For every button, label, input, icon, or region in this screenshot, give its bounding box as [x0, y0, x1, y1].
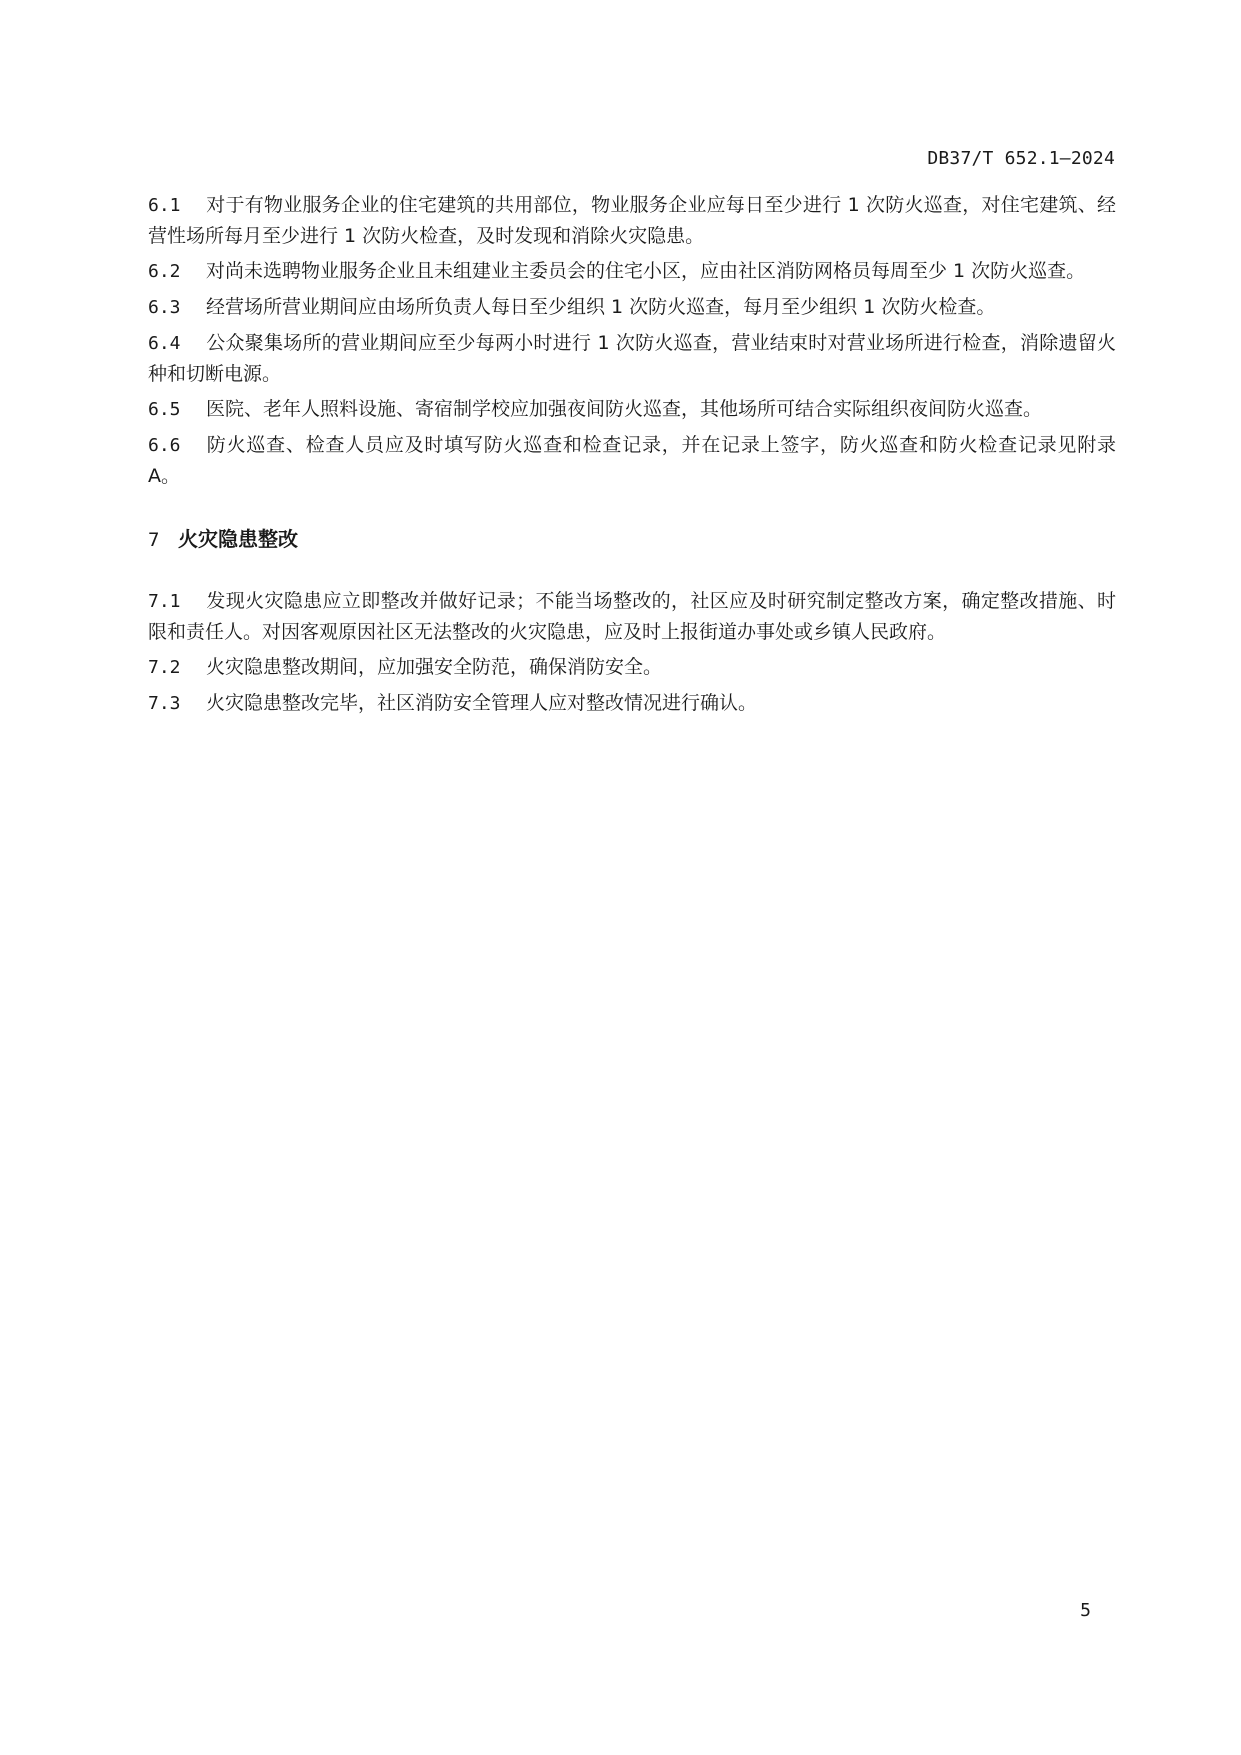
clause-text: 发现火灾隐患应立即整改并做好记录；不能当场整改的，社区应及时研究制定整改方案，确定整改措施、时限和责任人。对因客观原因社区无法整改的火灾隐患，应及时上报街道办事处或乡镇人民政府。 — [148, 590, 1116, 643]
clause-6-2 — [148, 256, 1116, 287]
clause-number: 6.3 — [148, 297, 181, 318]
clause-number: 7.2 — [148, 657, 181, 678]
clause-number: 7.3 — [148, 693, 181, 714]
clause-number: 6.2 — [148, 261, 181, 282]
page-number: 5 — [1080, 1600, 1091, 1621]
standard-code: DB37/T 652.1—2024 — [927, 148, 1115, 169]
clause-number: 6.1 — [148, 195, 181, 216]
clause-7-3 — [148, 688, 1116, 719]
clause-text: 对尚未选聘物业服务企业且未组建业主委员会的住宅小区，应由社区消防网格员每周至少 1 次防火巡查。 — [206, 260, 1086, 282]
clause-text: 经营场所营业期间应由场所负责人每日至少组织 1 次防火巡查，每月至少组织 1 次防火检查。 — [206, 296, 996, 318]
clause-6-4 — [148, 328, 1116, 389]
section-title: 火灾隐患整改 — [178, 527, 298, 551]
clause-number: 6.5 — [148, 399, 181, 420]
clause-number: 6.4 — [148, 333, 181, 354]
clause-6-3 — [148, 292, 1116, 323]
clause-text: 对于有物业服务企业的住宅建筑的共用部位，物业服务企业应每日至少进行 1 次防火巡查，对住宅建筑、经营性场所每月至少进行 1 次防火检查，及时发现和消除火灾隐患。 — [148, 194, 1116, 247]
clause-7-2 — [148, 652, 1116, 683]
clause-7-1 — [148, 586, 1116, 647]
clause-6-5 — [148, 394, 1116, 425]
clause-text: 火灾隐患整改期间，应加强安全防范，确保消防安全。 — [206, 656, 663, 678]
clause-number: 6.6 — [148, 435, 181, 456]
clause-text: 火灾隐患整改完毕，社区消防安全管理人应对整改情况进行确认。 — [206, 692, 758, 714]
section-heading-7 — [148, 524, 1116, 555]
clause-number: 7.1 — [148, 591, 181, 612]
document-body — [148, 190, 1116, 724]
clause-6-1 — [148, 190, 1116, 251]
clause-6-6 — [148, 430, 1116, 491]
section-number: 7 — [148, 529, 160, 551]
clause-text: 医院、老年人照料设施、寄宿制学校应加强夜间防火巡查，其他场所可结合实际组织夜间防火巡查。 — [206, 398, 1043, 420]
clause-text: 防火巡查、检查人员应及时填写防火巡查和检查记录，并在记录上签字，防火巡查和防火检查记录见附录 A。 — [148, 434, 1116, 487]
clause-text: 公众聚集场所的营业期间应至少每两小时进行 1 次防火巡查，营业结束时对营业场所进行检查，消除遗留火种和切断电源。 — [148, 332, 1116, 385]
